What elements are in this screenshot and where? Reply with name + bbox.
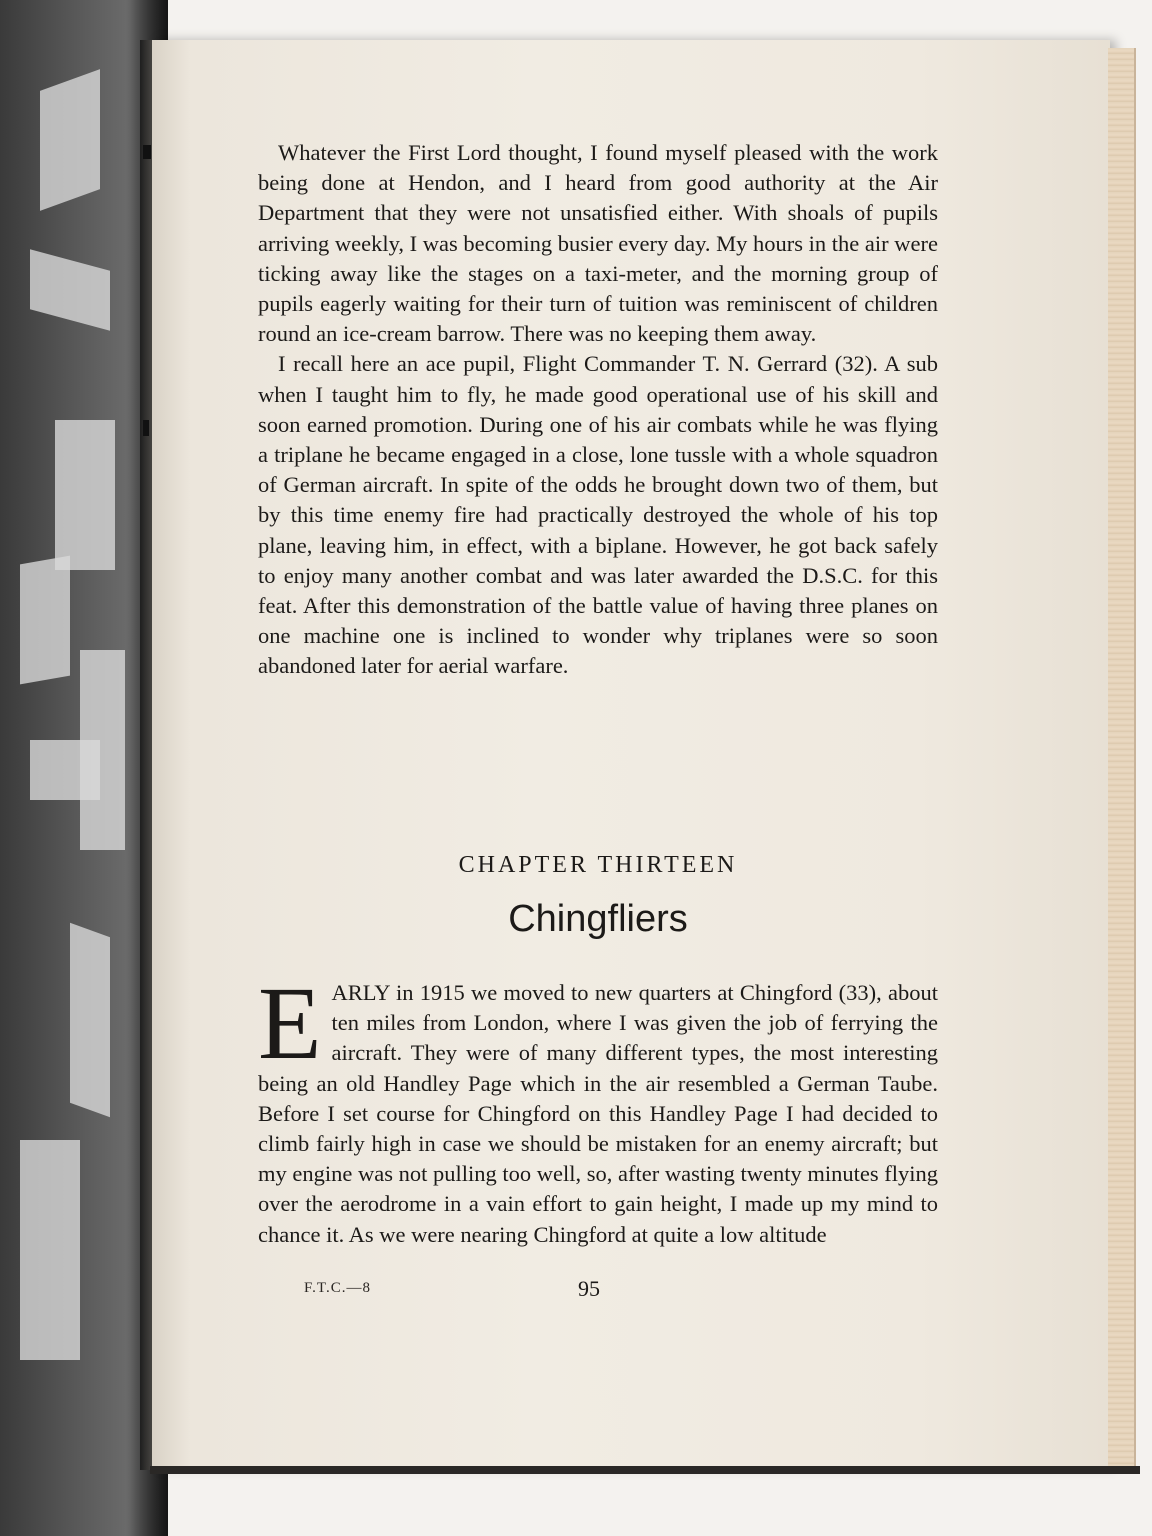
signature-mark: F.T.C.—8: [304, 1280, 371, 1296]
paragraph: Whatever the First Lord thought, I found myself pleased with the work being done at Hendon, and I heard from good authority at the Air Department that they were not unsatisfied either. With shoals of pupils arriving weekly, I was becoming busier every day. My hours in the air were ticking away like the stages on a taxi-meter, and the morning group of pupils eagerly waiting for their turn of tuition was reminiscent of children round an ice-cream barrow. There was no keeping them away.: [258, 140, 938, 347]
drop-cap: E: [258, 966, 322, 1081]
page-edges: [1108, 48, 1136, 1468]
page-number: 95: [578, 1276, 600, 1301]
chapter-label: CHAPTER THIRTEEN: [458, 852, 738, 878]
spine-mark: [143, 420, 149, 436]
paragraph: I recall here an ace pupil, Flight Commander T. N. Gerrard (32). A sub when I taught him to fly, he made good operational use of his skill and soon earned promotion. During one of his air combats while he was flying a triplane he became engaged in a close, lone tussle with a whole squadron of German aircraft. In spite of the odds he brought down two of them, but by this time enemy fire had practically destroyed the whole of his top plane, leaving him, in effect, with a biplane. However, he got back safely to enjoy many another combat and was later awarded the D.S.C. for this feat. After this demonstration of the battle value of having three planes on one machine one is inclined to wonder why triplanes were so soon abandoned later for aerial warfare.: [258, 351, 938, 679]
opening-paragraph: ARLY in 1915 we moved to new quarters at Chingford (33), about ten miles from London, where I was given the job of ferrying the aircraft. They were of many different types, the most interesting being an old Handley Page which in the air resembled a German Taube. Before I set course for Chingford on this Handley Page I had decided to climb fairly high in case we should be mistaken for an enemy aircraft; but my engine was not pulling too well, so, after wasting twenty minutes flying over the aerodrome in a vain effort to gain height, I made up my mind to chance it. As we were nearing Chingford at quite a low altitude: [258, 980, 938, 1247]
spine-mark: [143, 145, 151, 159]
chapter-title: Chingfliers: [508, 898, 688, 940]
chapter-opening-text: [258, 966, 938, 1250]
book-cover-edge: [150, 1466, 1140, 1474]
body-text: [258, 138, 938, 682]
